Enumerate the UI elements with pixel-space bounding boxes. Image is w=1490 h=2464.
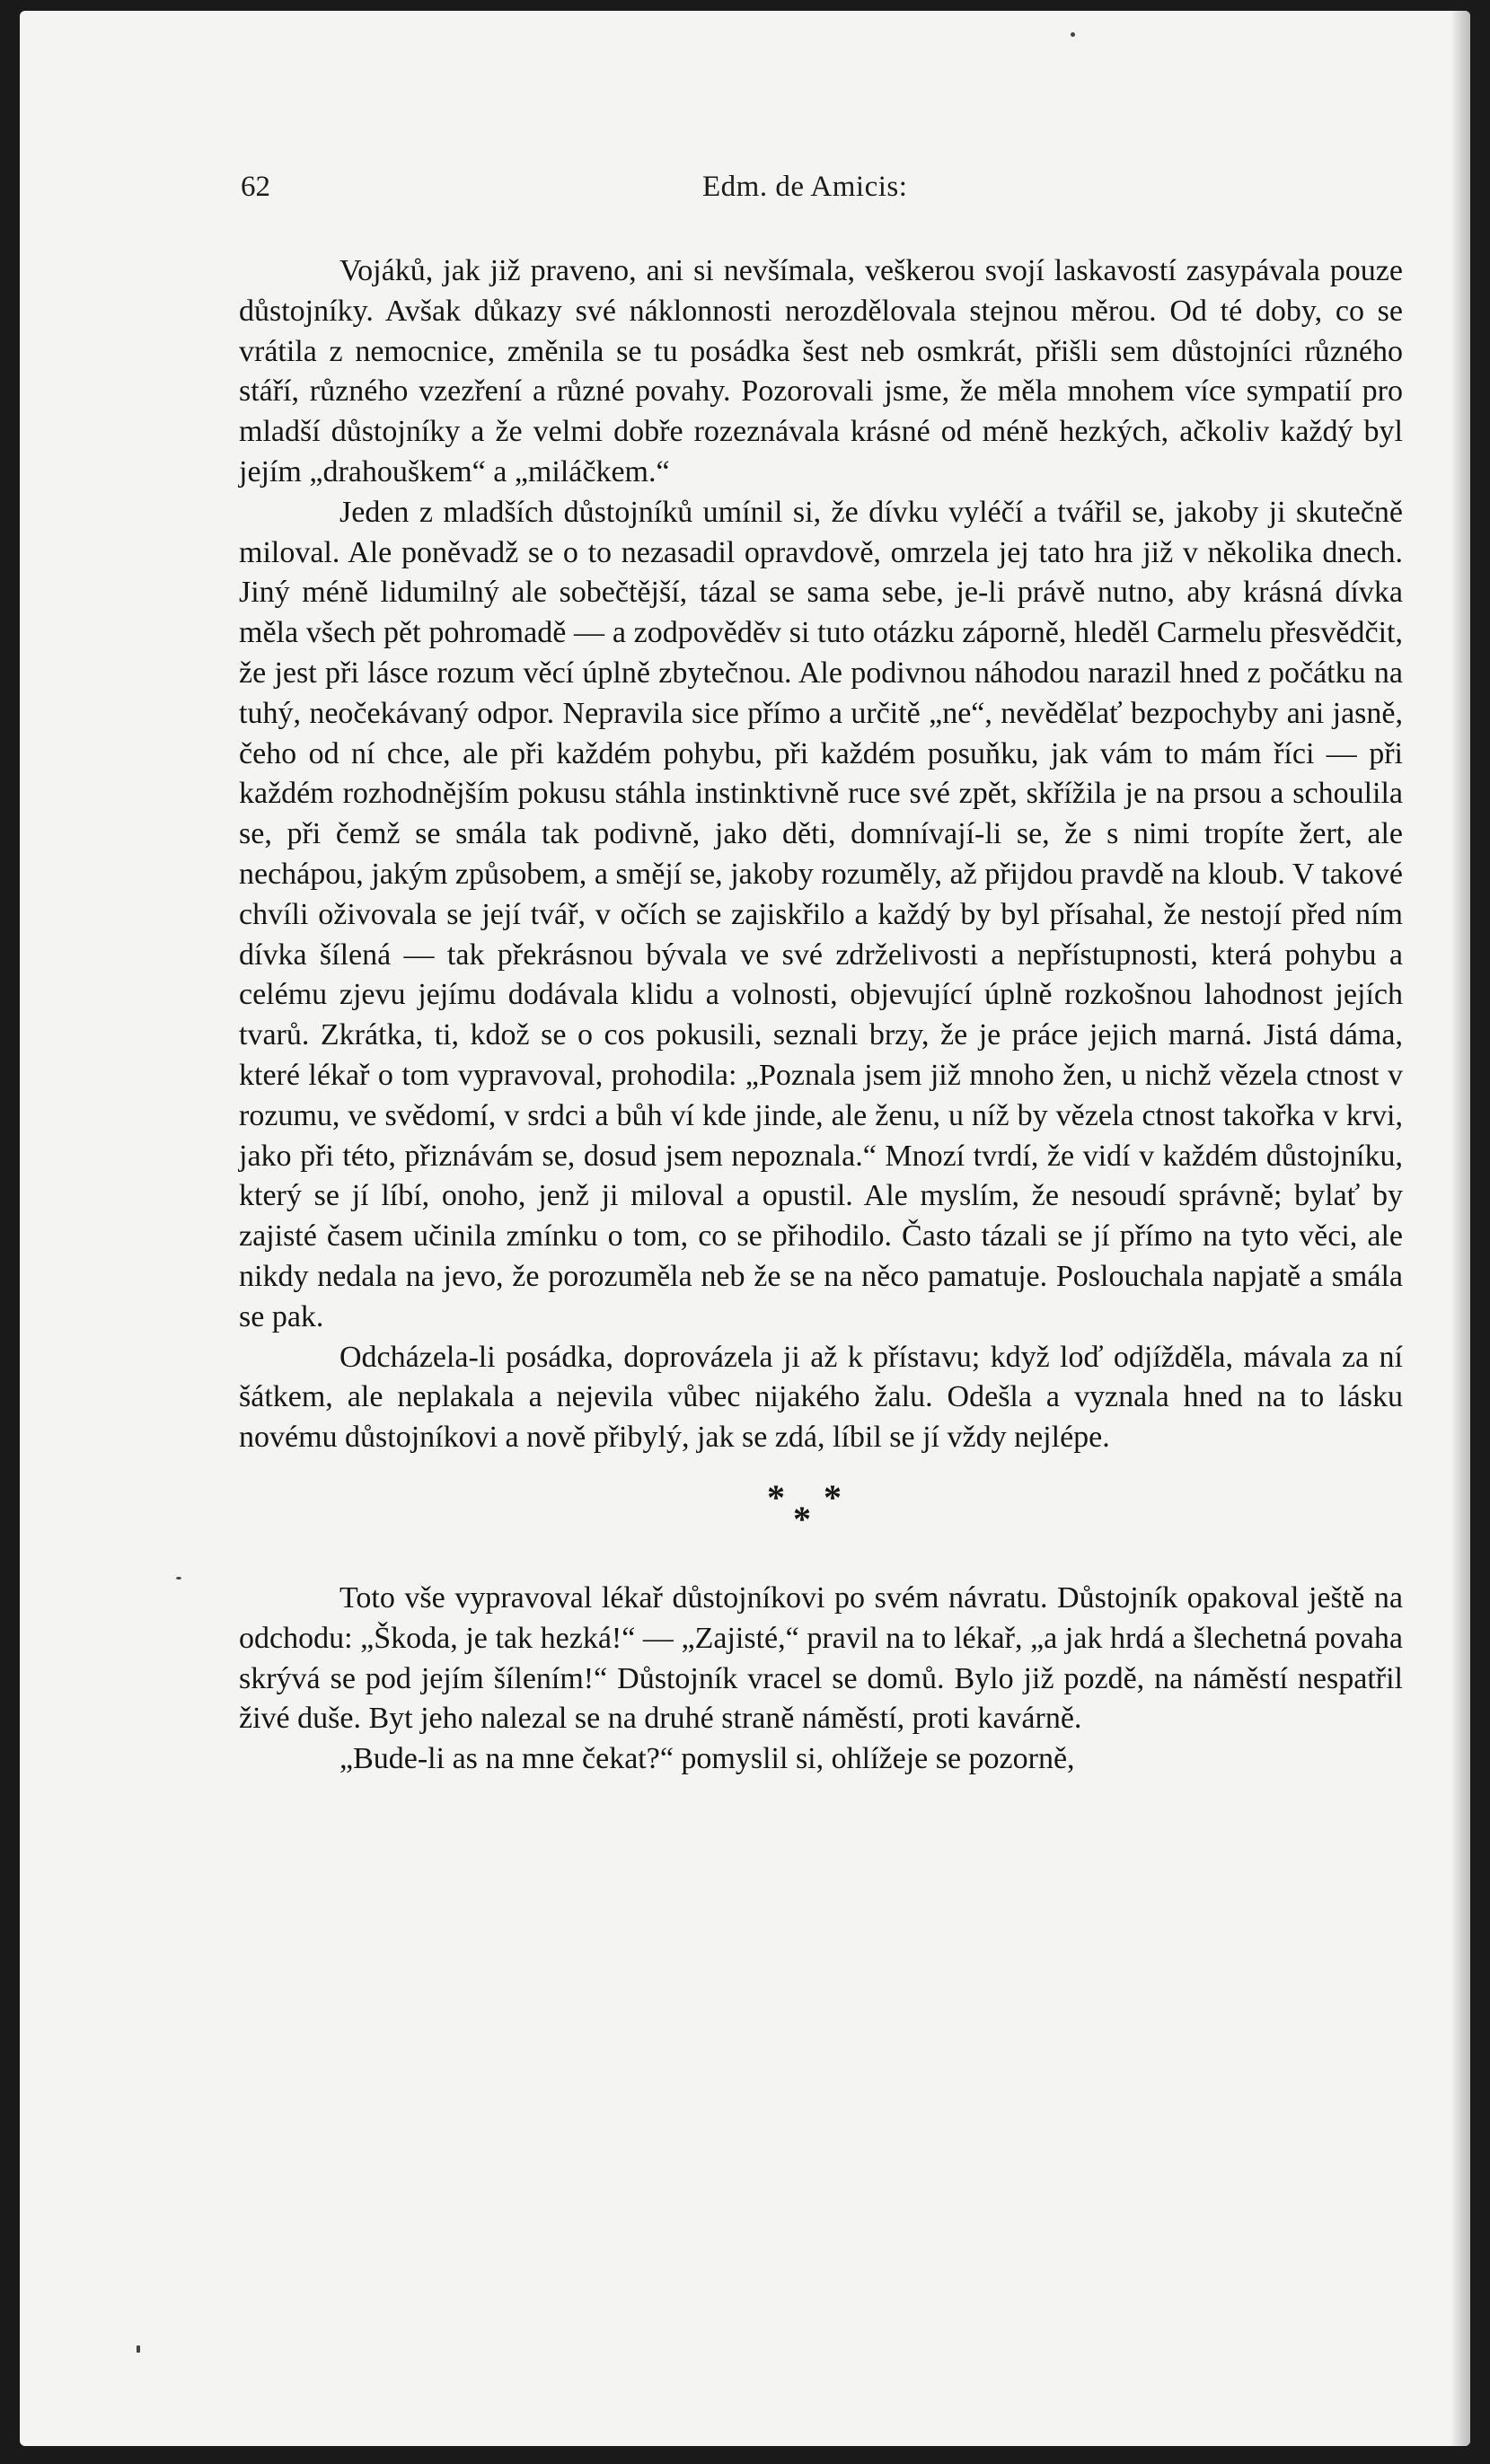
asterism-star: * — [767, 1476, 785, 1518]
print-speck — [137, 2345, 140, 2353]
paragraph: Odcházela-li posádka, doprovázela ji až k přístavu; když loď odjížděla, mávala za ní šátkem, ale neplakala a nejevila vůbec nijakého žalu. Odešla a vyznala hned na to lásku novému důstojníkovi a nově přibylý, jak se zdá, líbil se jí vždy nejlépe. — [239, 1340, 1403, 1455]
paragraph: Vojáků, jak již praveno, ani si nevšímala, veškerou svojí laskavostí zasypávala pouze důstojníky. Avšak důkazy své náklonnosti nerozdělovala stejnou měrou. Od té doby, co se vrátila z nemocnice, změnila se tu posádka šest neb osmkrát, přišli sem důstojníci různého stáří, různého vzezření a různé povahy. Pozorovali jsme, že měla mnohem více sympatií pro mladší důstojníky a že velmi dobře rozeznávala krásné od méně hezkých, ačkoliv každý byl jejím „drahouškem“ a „miláčkem.“ — [239, 254, 1403, 488]
paragraph: Toto vše vypravoval lékař důstojníkovi po svém návratu. Důstojník opakoval ještě na odchodu: „Škoda, je tak hezká!“ — „Zajisté,“ pravil na to lékař, „a jak hrdá a šlechetná povaha skrývá se pod jejím šílením!“ Důstojník vracel se domů. Bylo již pozdě, na náměstí nespatřil živé duše. Byt jeho nalezal se na druhé straně náměstí, proti kavárně. — [239, 1580, 1403, 1736]
print-speck — [176, 1577, 181, 1580]
running-head — [20, 171, 1470, 216]
running-title: Edm. de Amicis: — [702, 171, 908, 203]
asterism-star: * — [824, 1476, 842, 1518]
book-page — [20, 11, 1470, 2446]
main-text — [239, 251, 1403, 1780]
print-speck — [1071, 32, 1075, 37]
paragraph: Jeden z mladších důstojníků umínil si, že dívku vyléčí a tvářil se, jakoby ji skutečně miloval. Ale poněvadž se o to nezasadil opravdově, omrzela jej tato hra již v několika dnech. Jiný méně lidumilný ale sobečtější, tázal se sama sebe, je-li právě nutno, aby krásná dívka měla všech pět pohromadě — a zodpověděv si tuto otázku záporně, hleděl Carmelu přesvědčit, že jest při lásce rozum věcí úplně zbytečnou. Ale podivnou náhodou narazil hned z počátku na tuhý, neočekávaný odpor. Nepravila sice přímo a určitě „ne“, nevědělať bezpochyby ani jasně, čeho od ní chce, ale při každém pohybu, při každém posuňku, jak vám to mám říci — při každém rozhodnějším pokusu stáhla instinktivně ruce své zpět, skřížila je na prsou a schoulila se, při čemž se smála tak podivně, jako děti, domnívají-li se, že s nimi tropíte žert, ale nechápou, jakým způsobem, a smějí se, jakoby rozuměly, až přijdou pravdě na kloub. V takové chvíli oživovala se její tvář, v očích se zajiskřilo a každý by byl přísahal, že nestojí před ním dívka šílená — tak překrásnou bývala ve své zdrželivosti a nepřístupnosti, která pohybu a celému zjevu jejímu dodávala klidu a volnosti, objevující úplně rozkošnou lahodnost jejích tvarů. Zkrátka, ti, kdož se o cos pokusili, seznali brzy, že je práce jejich marná. Jistá dáma, které lékař o tom vypravoval, prohodila: „Poznala jsem již mnoho žen, u nichž vězela ctnost v rozumu, ve svědomí, v srdci a bůh ví kde jinde, ale ženu, u níž by vězela ctnost takořka v krvi, jako při této, přiznávám se, dosud jsem nepoznala.“ Mnozí tvrdí, že vidí v každém důstojníku, který se jí líbí, onoho, jenž ji miloval a opustil. Ale myslím, že nesoudí správně; bylať by zajisté časem učinila zmínku o tom, co se přihodilo. Často tázali se jí přímo na tyto věci, ale nikdy nedala na jevo, že porozuměla neb že se na něco pamatuje. Poslouchala napjatě a smála se pak. — [239, 495, 1403, 1333]
section-break-asterism — [239, 1458, 1403, 1579]
paragraph: „Bude-li as na mne čekat?“ pomyslil si, ohlížeje se pozorně, — [339, 1742, 1075, 1776]
page-edge-shadow — [1450, 11, 1470, 2446]
asterism-star: * — [793, 1498, 811, 1539]
page-number: 62 — [241, 171, 270, 203]
